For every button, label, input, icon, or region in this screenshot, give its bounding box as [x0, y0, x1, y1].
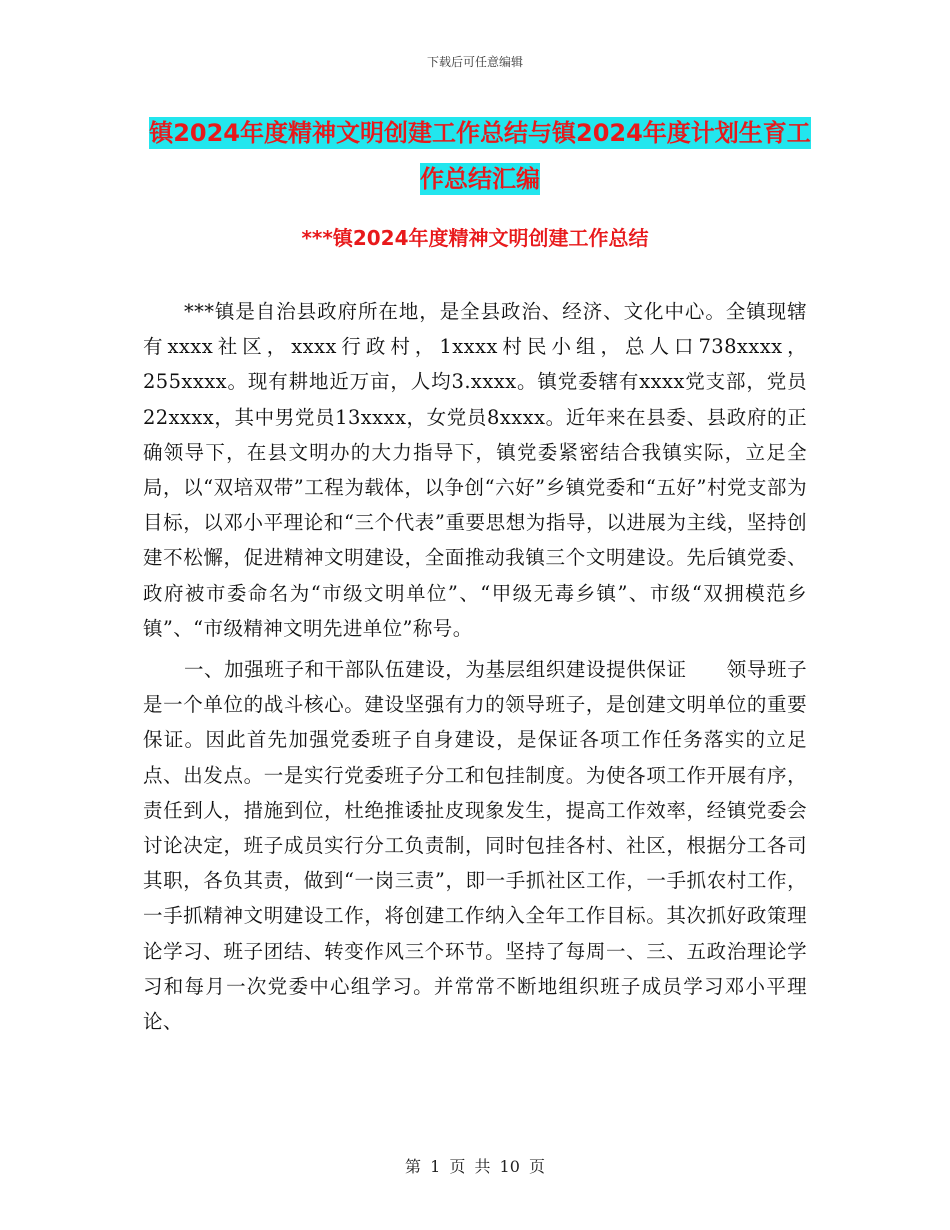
page-number: 第 1 页 共 10 页 [405, 1157, 545, 1176]
document-title-text: 镇2024年度精神文明创建工作总结与镇2024年度计划生育工作总结汇编 [149, 119, 811, 193]
document-title [140, 110, 820, 202]
header-note: 下载后可任意编辑 [426, 55, 523, 69]
section-title: ***镇2024年度精神文明创建工作总结 [301, 226, 649, 250]
paragraph: 一、加强班子和干部队伍建设，为基层组织建设提供保证 领导班子是一个单位的战斗核心。建设坚强有力的领导班子，是创建文明单位的重要保证。因此首先加强党委班子自身建设，是保证各项工作任务落实的立足点、出发点。一是实行党委班子分工和包挂制度。为使各项工作开展有序，责任到人，措施到位，杜绝推诿扯皮现象发生，提高工作效率，经镇党委会讨论决定，班子成员实行分工负责制，同时包挂各村、社区，根据分工各司其职，各负其责，做到“一岗三责”，即一手抓社区工作，一手抓农村工作，一手抓精神文明建设工作，将创建工作纳入全年工作目标。其次抓好政策理论学习、班子团结、转变作风三个环节。坚持了每周一、三、五政治理论学习和每月一次党委中心组学习。并常常不断地组织班子成员学习邓小平理论、 [143, 658, 807, 1034]
document-body [143, 294, 807, 1039]
paragraph: ***镇是自治县政府所在地，是全县政治、经济、文化中心。全镇现辖有xxxx社区，xxxx行政村，1xxxx村民小组，总人口738xxxx，255xxxx。现有耕地近万亩，人均3.xxxx。镇党委辖有xxxx党支部，党员22xxxx，其中男党员13xxxx，女党员8xxxx。近年来在县委、县政府的正确领导下，在县文明办的大力指导下，镇党委紧密结合我镇实际，立足全局，以“双培双带”工程为载体，以争创“六好”乡镇党委和“五好”村党支部为目标，以邓小平理论和“三个代表”重要思想为指导，以进展为主线，坚持创建不松懈，促进精神文明建设，全面推动我镇三个文明建设。先后镇党委、政府被市委命名为“市级文明单位”、“甲级无毒乡镇”、市级“双拥模范乡镇”、“市级精神文明先进单位”称号。 [143, 300, 807, 640]
